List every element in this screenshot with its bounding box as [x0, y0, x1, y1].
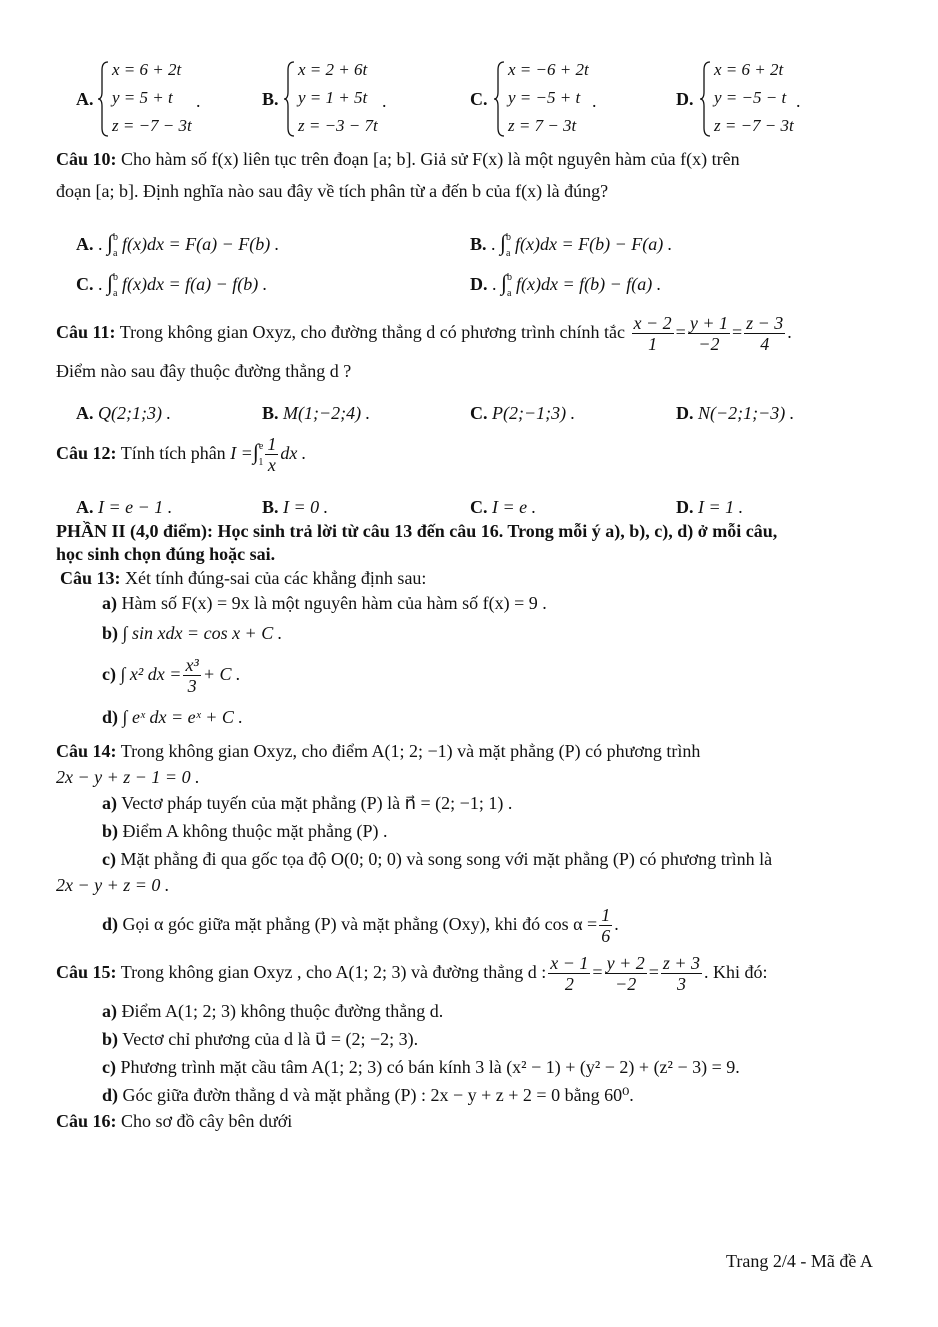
q10-option-d: D. . ∫$^b_a$ f(x)dx = f(b) − f(a) .	[470, 270, 662, 299]
q13-item-b: b) ∫ sin xdx = cos x + C .	[102, 623, 283, 643]
q9-option-c-system	[494, 60, 624, 138]
q10-a-text: f(x)dx = F(a) − F(b) .	[121, 234, 280, 254]
q9-c-line2: y = −5 + t	[508, 88, 581, 107]
q16-line: Câu 16: Cho sơ đồ cây bên dưới	[56, 1111, 293, 1131]
q12-option-a: A. I = e − 1 .	[76, 497, 173, 517]
q10-option-a: A. . ∫$^b_a$ f(x)dx = F(a) − F(b) .	[76, 230, 280, 259]
q10-text-line1: Cho hàm số f(x) liên tục trên đoạn [a; b]. Giả sử F(x) là một nguyên hàm của f(x) trên	[121, 149, 740, 169]
q10-c-text: f(x)dx = f(a) − f(b) .	[121, 274, 268, 294]
q11-label: Câu 11:	[56, 322, 116, 342]
q15-item-b: b) Vectơ chỉ phương của d là u⃗ = (2; −2; 3).	[102, 1029, 419, 1049]
q11-fraction-y: $\frac{y + 1}{-2}$	[689, 313, 728, 355]
q9-d-line2: y = −5 − t	[714, 88, 787, 107]
q9-c-line1: x = −6 + 2t	[508, 60, 589, 79]
q15-line: Câu 15: Trong không gian Oxyz , cho A(1; 2; 3) và đường thẳng d : $\frac{x - 1}{2}$ = $\frac{y + 2}{-2}$ = $\frac{z + 3}{3}$ . Khi đó:	[56, 953, 768, 995]
q11-fraction-z: $\frac{z - 3}{4}$	[746, 313, 784, 355]
q9-option-d-system	[700, 60, 830, 138]
q15-fraction-y: $\frac{y + 2}{-2}$	[606, 953, 645, 995]
q9-a-line1: x = 6 + 2t	[112, 60, 182, 79]
q9-b-line1: x = 2 + 6t	[298, 60, 368, 79]
q14-item-c-line2: 2x − y + z = 0 .	[56, 875, 170, 895]
q10-label: Câu 10:	[56, 149, 117, 169]
q11-fraction-x: $\frac{x - 2}{1}$	[633, 313, 672, 355]
q13-item-c: c) ∫ x² dx = $\frac{\text{x³}}{3}$ + C .	[102, 655, 241, 697]
q12-option-b: B. I = 0 .	[262, 497, 329, 517]
q14-fraction: $\frac{1}{6}$	[601, 905, 611, 947]
q9-a-line3: z = −7 − 3t	[112, 116, 192, 135]
q14-line2: 2x − y + z − 1 = 0 .	[56, 767, 200, 787]
q9-option-a-label: A.	[76, 89, 94, 109]
q10-b-text: f(x)dx = F(b) − F(a) .	[515, 234, 673, 254]
part2-heading-line2: học sinh chọn đúng hoặc sai.	[56, 544, 276, 564]
q12-label: Câu 12:	[56, 443, 117, 463]
q9-d-line1: x = 6 + 2t	[714, 60, 784, 79]
q11-option-a: A. Q(2;1;3) .	[76, 403, 171, 423]
q14-item-d: d) Gọi α góc giữa mặt phẳng (P) và mặt phẳng (Oxy), khi đó cos α = $\frac{1}{6}$ .	[102, 905, 619, 947]
q10-text-line2: đoạn [a; b]. Định nghĩa nào sau đây về tích phân từ a đến b của f(x) là đúng?	[56, 181, 609, 201]
q14-item-a: a) Vectơ pháp tuyến của mặt phẳng (P) là n⃗ = (2; −1; 1) .	[102, 793, 513, 813]
q15-item-d: d) Góc giữa đườn thẳng d và mặt phẳng (P) : 2x − y + z + 2 = 0 bằng 60⁰.	[102, 1085, 634, 1105]
q9-option-b-system	[284, 60, 414, 138]
q9-d-line3: z = −7 − 3t	[714, 116, 794, 135]
q15-fraction-z: $\frac{z + 3}{3}$	[662, 953, 701, 995]
q10-option-c: C. . ∫$^b_a$ f(x)dx = f(a) − f(b) .	[76, 270, 268, 299]
q11-option-c: C. P(2;−1;3) .	[470, 403, 576, 423]
q9-c-line3: z = 7 − 3t	[508, 116, 577, 135]
q11-text-line2: Điểm nào sau đây thuộc đường thẳng d ?	[56, 361, 352, 381]
q9-option-d-label: D.	[676, 89, 694, 109]
q14-item-c: c) Mặt phẳng đi qua gốc tọa độ O(0; 0; 0) và song song với mặt phẳng (P) có phương trình là	[102, 849, 773, 869]
q10-line1	[56, 148, 740, 170]
q13-item-a: a) Hàm số F(x) = 9x là một nguyên hàm của hàm số f(x) = 9 .	[102, 593, 547, 613]
q14-item-b: b) Điểm A không thuộc mặt phẳng (P) .	[102, 821, 388, 841]
q12-line: Câu 12: Tính tích phân I =∫$^e_1$ $\frac{1}{x}$ dx .	[56, 434, 307, 476]
q9-option-a-system	[98, 60, 228, 138]
q9-a-line2: y = 5 + t	[112, 88, 173, 107]
q12-option-c: C. I = e .	[470, 497, 537, 517]
q15-item-c: c) Phương trình mặt cầu tâm A(1; 2; 3) có bán kính 3 là (x² − 1) + (y² − 2) + (z² − 3) = 9.	[102, 1057, 740, 1077]
q10-d-text: f(x)dx = f(b) − f(a) .	[515, 274, 662, 294]
q9-option-c-label: C.	[470, 89, 488, 109]
q15-item-a: a) Điểm A(1; 2; 3) không thuộc đường thẳng d.	[102, 1001, 444, 1021]
q11-option-b: B. M(1;−2;4) .	[262, 403, 371, 423]
part2-heading-line1: PHẦN II (4,0 điểm): Học sinh trả lời từ câu 13 đến câu 16. Trong mỗi ý a), b), c), d) ở mỗi câu,	[56, 521, 778, 541]
q9-b-line2: y = 1 + 5t	[298, 88, 368, 107]
q10-option-b: B. . ∫$^b_a$ f(x)dx = F(b) − F(a) .	[470, 230, 673, 259]
page-footer: Trang 2/4 - Mã đề A	[726, 1251, 873, 1271]
q13-fraction: $\frac{\text{x³}}{3}$	[185, 655, 199, 697]
q13-item-d: d) ∫ eˣ dx = eˣ + C .	[102, 707, 243, 727]
q12-option-d: D. I = 1 .	[676, 497, 744, 517]
q13-line: Câu 13: Xét tính đúng-sai của các khẳng định sau:	[60, 568, 427, 588]
q12-text: Tính tích phân	[120, 443, 226, 463]
q9-b-line3: z = −3 − 7t	[298, 116, 378, 135]
q14-line1: Câu 14: Trong không gian Oxyz, cho điểm A(1; 2; −1) và mặt phẳng (P) có phương trình	[56, 741, 701, 761]
q15-fraction-x: $\frac{x - 1}{2}$	[550, 953, 589, 995]
q11-option-d: D. N(−2;1;−3) .	[676, 403, 795, 423]
q12-fraction: $\frac{1}{x}$	[267, 434, 277, 476]
q11-line1: Câu 11: Trong không gian Oxyz, cho đường thẳng d có phương trình chính tắc $\frac{x - 2}{1}$ = $\frac{y + 1}{-2}$ = $\frac{z - 3}{4}$ .	[56, 313, 792, 355]
q11-text-line1: Trong không gian Oxyz, cho đường thẳng d có phương trình chính tắc	[119, 322, 626, 342]
q9-option-b-label: B.	[262, 89, 279, 109]
